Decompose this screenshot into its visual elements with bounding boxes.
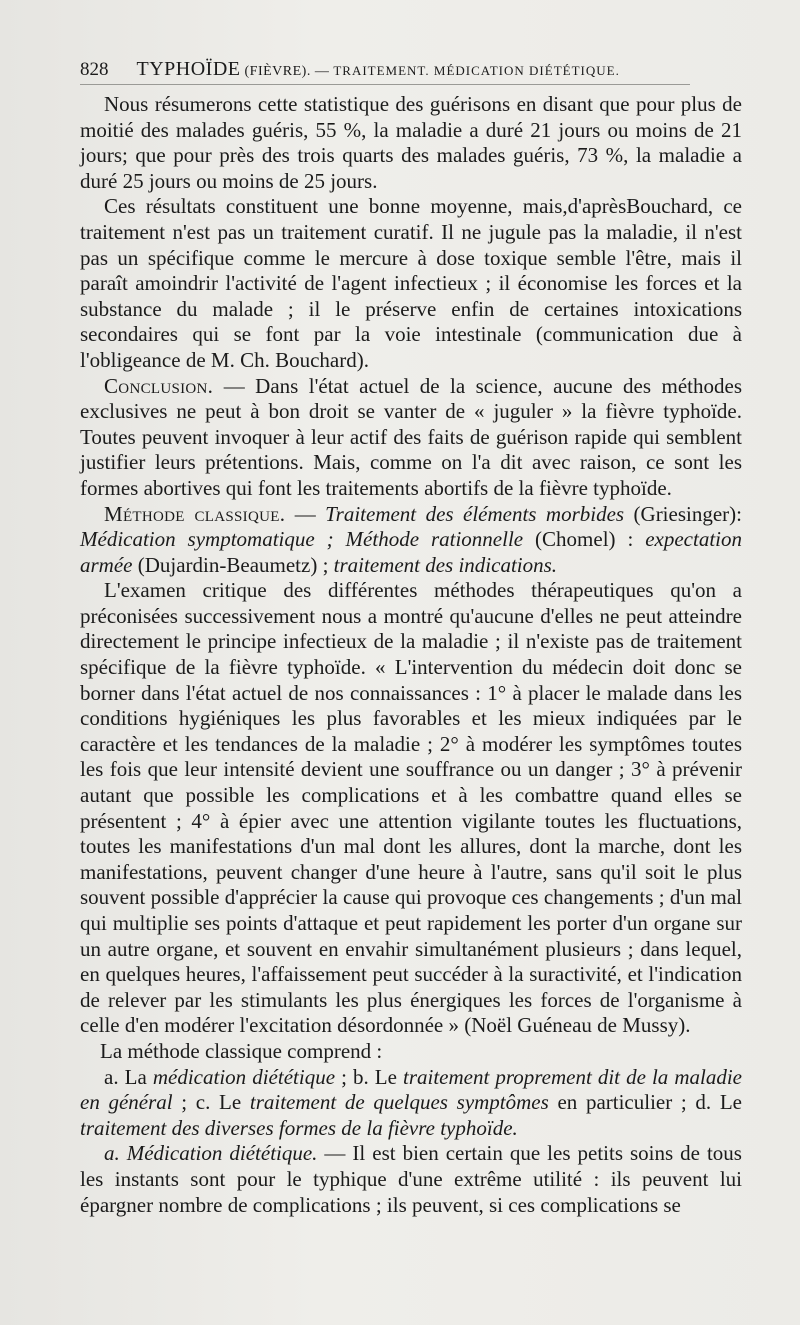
header-title: TYPHOÏDE [136, 58, 241, 80]
header-dash: — [314, 64, 330, 79]
italic-run: traitement proprement dit de la maladie en général [80, 1064, 742, 1115]
text-run: a. La [104, 1064, 153, 1089]
italic-run: Médication symptomatique ; Méthode rationnelle [80, 527, 524, 552]
italic-run: traitement des indications. [333, 552, 558, 577]
paragraph-statistics: Nous résumerons cette statistique des guérisons en disant que pour plus de moitié des malades guéris, 55 %, la maladie a duré 21 jours ou moins de 21 jours; que pour près des trois quarts des malades guéris, 73 %, la maladie a duré 25 jours ou moins de 25 jours. [80, 92, 742, 193]
italic-run: Traitement des éléments morbides [325, 501, 625, 526]
paragraph-results: Ces résultats constituent une bonne moyenne, mais,d'aprèsBouchard, ce traitement n'est pas un traitement curatif. Il ne jugule pas la maladie, il n'est pas un spécifique comme le mercure à dose toxique semble l'être, mais il paraît amoindrir l'activité de l'agent infectieux ; il économise les forces et la substance du malade ; il le préserve enfin de certaines intoxications secondaires qui se font par la voie intestinale (communication due à l'obligeance de M. Ch. Bouchard). [80, 194, 742, 372]
text-run: — [285, 501, 326, 526]
text-run: en particulier ; d. Le [548, 1090, 742, 1115]
header-subtitle: (FIÈVRE). [244, 64, 311, 79]
page-number: 828 [80, 59, 109, 80]
conclusion-text: — Dans l'état actuel de la science, aucune des méthodes exclusives ne peut à bon droit se vanter de « juguler » la fièvre typhoïde. Toutes peuvent invoquer à leur actif des faits de guérison rapide qui semblent justifier leurs prétentions. Mais, comme on l'a dit avec raison, ce sont les formes abortives qui font les traitements abortifs de la fièvre typhoïde. [80, 373, 742, 500]
classic-method-label: Méthode classique. [104, 501, 286, 526]
italic-run: médication diététique [152, 1064, 336, 1089]
text-run: (Griesinger): [624, 501, 742, 526]
dietetic-label: a. Médication diététique. [104, 1141, 318, 1166]
running-header [80, 58, 750, 81]
body-text [80, 92, 742, 1218]
text-run: ; c. Le [172, 1090, 250, 1115]
header-rule [80, 84, 690, 85]
paragraph-method-comprises: La méthode classique comprend : [100, 1038, 383, 1063]
text-run: (Dujardin-Beaumetz) ; [132, 552, 334, 577]
paragraph-critical-exam: L'examen critique des différentes méthodes thérapeutiques qu'on a préconisées successivement nous a montré qu'aucune d'elles ne peut atteindre directement le principe infectieux de la maladie ; il n'existe pas de traitement spécifique de la fièvre typhoïde. « L'intervention du médecin doit donc se borner dans l'état actuel de nos connaissances : 1° à placer le malade dans les conditions hygiéniques les plus favorables et les mieux indiquées par le caractère et les tendances de la maladie ; 2° à modérer les symptômes toutes les fois que leur intensité devient une souffrance ou un danger ; 3° à prévenir autant que possible les complications et à les combattre quand elles se présentent ; 4° à épier avec une attention vigilante toutes les fluctuations, toutes les manifestations d'un mal dont les allures, dont la marche, dont les manifestations, peuvent changer d'une heure à l'autre, sans qu'il soit le plus souvent possible d'apprécier la cause qui provoque ces changements ; d'un mal qui multiplie ses points d'attaque et peut rapidement les porter d'un organe sur un autre organe, et souvent en envahir simultanément plusieurs ; dans lequel, en quelques heures, l'affaissement peut succéder à la suractivité, et l'indication de relever par les stimulants les plus énergiques les forces de l'organisme à celle d'en modérer l'excitation désordonnée » (Noël Guéneau de Mussy). [80, 578, 742, 1038]
paragraph-classic-method [80, 502, 742, 579]
paragraph-conclusion [80, 374, 742, 502]
paragraph-method-list [80, 1065, 742, 1142]
dietetic-text: — Il est bien certain que les petits soins de tous les instants sont pour le typhique d'une extrême utilité : ils peuvent lui épargner nombre de complications ; ils peuvent, si ces complications se [80, 1141, 742, 1217]
conclusion-label: Conclusion. [104, 373, 214, 398]
italic-run: expectation armée [80, 527, 742, 577]
text-run: (Chomel) : [523, 527, 646, 552]
text-run: ; b. Le [335, 1064, 403, 1089]
italic-run: traitement de quelques symptômes [249, 1090, 549, 1115]
italic-run: traitement des diverses formes de la fièvre typhoïde. [80, 1115, 518, 1140]
paragraph-dietetic [80, 1141, 742, 1218]
header-section: TRAITEMENT. MÉDICATION DIÉTÉTIQUE. [333, 63, 620, 78]
